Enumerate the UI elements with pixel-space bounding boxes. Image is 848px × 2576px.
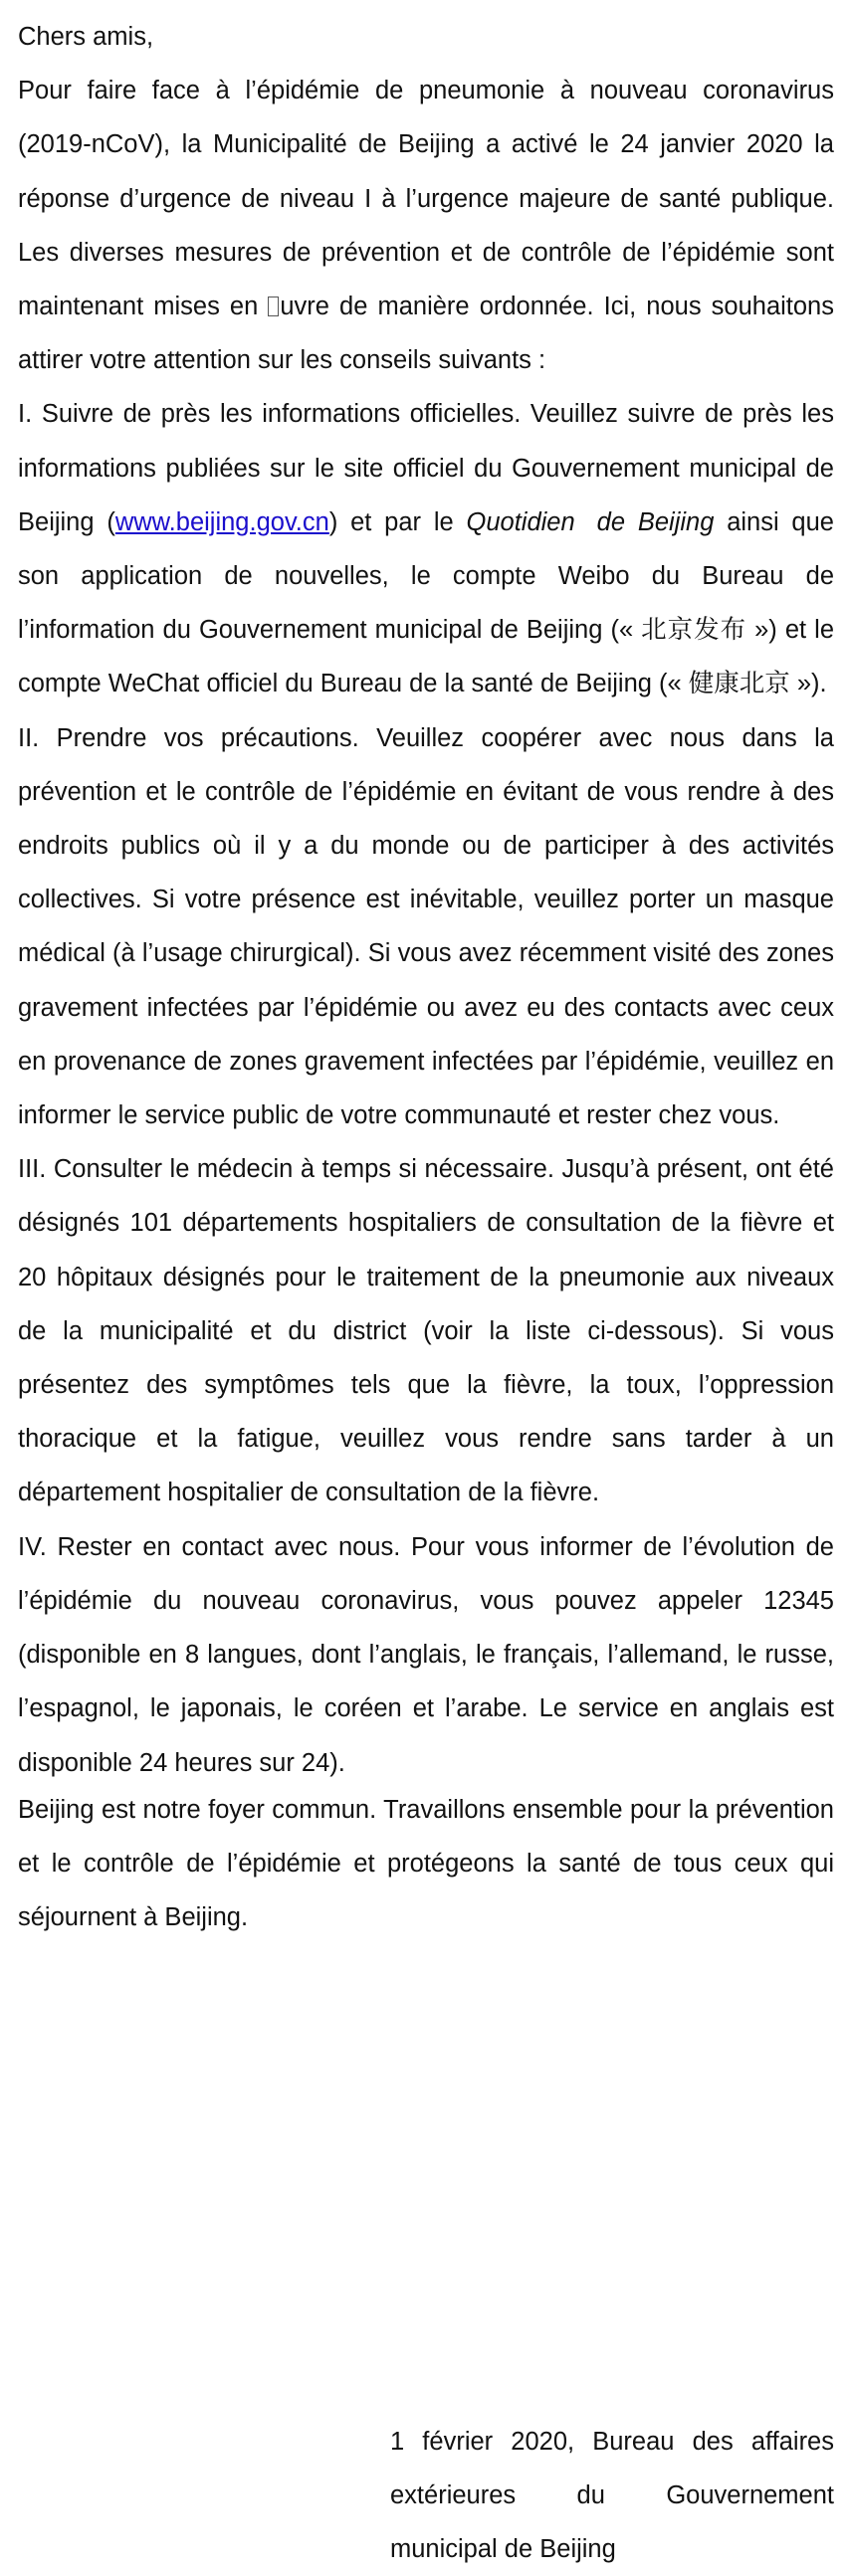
greeting: Chers amis, [18,23,154,51]
section-1-text-a: I. Suivre de près les informations officielles. Veuillez suivre de près les informations publiées sur le site officiel du Gouvernement municipal de Beijing ( [18,400,834,536]
beijing-gov-link[interactable]: www.beijing.gov.cn [114,507,329,536]
section-3-paragraph: III. Consulter le médecin à temps si nécessaire. Jusqu’à présent, ont été désignés 101 départements hospitaliers de consultation de la fièvre et 20 hôpitaux désignés pour le traitement de la pneumonie aux niveaux de la municipalité et du district (voir la liste ci-dessous). Si vous présentez des symptômes tels que la fièvre, la toux, l’oppression thoracique et la fatigue, veuillez vous rendre sans tarder à un département hospitalier de consultation de la fièvre. [18,1155,834,1507]
newspaper-name-part-2: de Beijing [596,507,715,536]
section-1-paragraph [18,387,834,710]
signature-block: 1 février 2020, Bureau des affaires extérieures du Gouvernement municipal de Beijing [390,2428,834,2563]
intro-text-a: Pour faire face à l’épidémie de pneumonie à nouveau coronavirus (2019-nCoV), la Municipalité de Beijing a activé le 24 janvier 2020 la réponse d’urgence de niveau I à l’urgence majeure de santé publique. Les diverses mesures de prévention et de contrôle de l’épidémie sont maintenant mises en [18,77,834,321]
section-2-paragraph: II. Prendre vos précautions. Veuillez coopérer avec nous dans la prévention et le contrôle de l’épidémie en évitant de vous rendre à des endroits publics où il y a du monde ou de participer à des activités collectives. Si votre présence est inévitable, veuillez porter un masque médical (à l’usage chirurgical). Si vous avez récemment visité des zones gravement infectées par l’épidémie ou avez eu des contacts avec ceux en provenance de zones gravement infectées par l’épidémie, veuillez en informer le service public de votre communauté et rester chez vous. [18,723,834,1130]
section-1-text-b: ) et par le [328,507,467,536]
closing-paragraph: Beijing est notre foyer commun. Travaillons ensemble pour la prévention et le contrôle de l’épidémie et protégeons la santé de tous ceux qui séjournent à Beijing. [18,1795,834,1931]
newspaper-name-part-1: Quotidien [466,507,575,536]
section-1-text-c: ainsi que son application de nouvelles, le compte Weibo du Bureau de l’information du Gouvernement municipal de Beijing (« 北京发布 ») et le compte WeChat officiel du Bureau de la santé de Beijing (« 健康北京 »). [18,507,834,698]
missing-glyph-icon [268,297,279,316]
intro-text-b: uvre de manière ordonnée. Ici, nous souhaitons attirer votre attention sur les conseils suivants : [18,293,834,375]
intro-paragraph [18,64,834,387]
section-4-paragraph: IV. Rester en contact avec nous. Pour vous informer de l’évolution de l’épidémie du nouveau coronavirus, vous pouvez appeler 12345 (disponible en 8 langues, dont l’anglais, le français, l’allemand, le russe, l’espagnol, le japonais, le coréen et l’arabe. Le service en anglais est disponible 24 heures sur 24). [18,1532,834,1777]
